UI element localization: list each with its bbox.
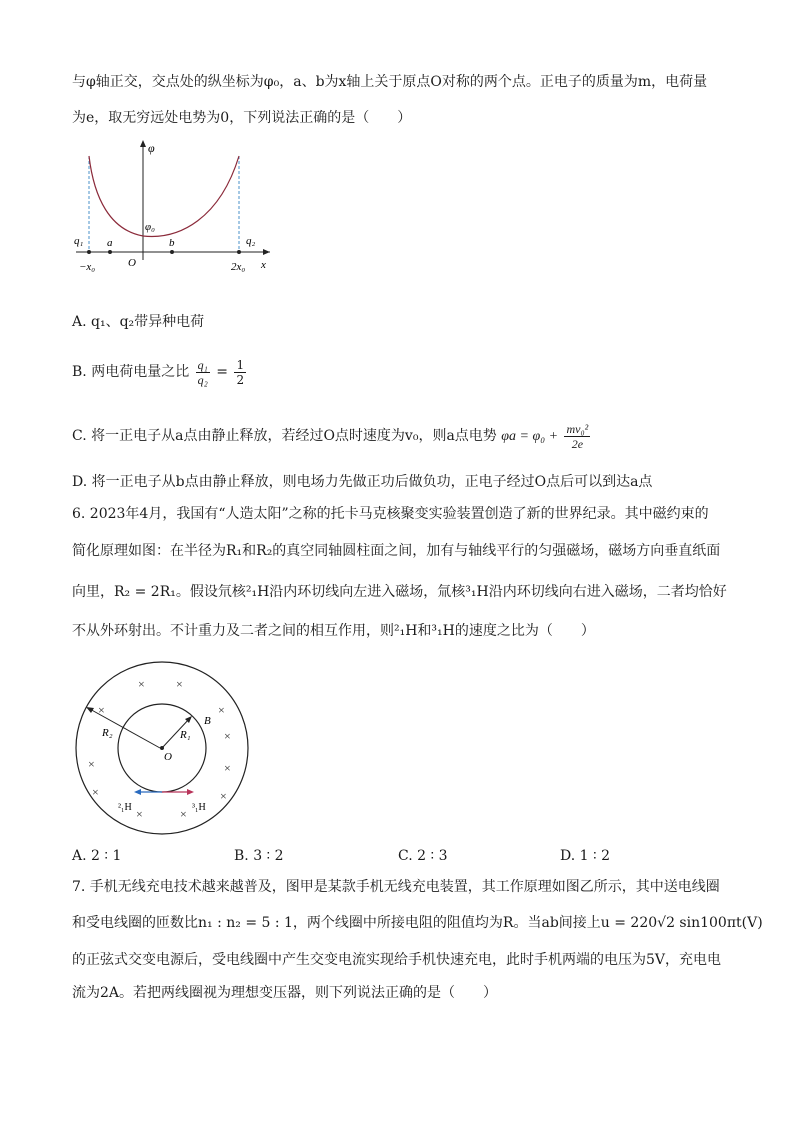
frac-den: 2e bbox=[571, 436, 584, 451]
frac-num: q₁ bbox=[197, 357, 208, 372]
radius-R2-arrowhead bbox=[86, 707, 94, 713]
deuteron-arrowhead bbox=[134, 789, 141, 795]
label-b: b bbox=[169, 237, 175, 249]
label-phi: φ bbox=[148, 141, 155, 155]
cross-mark: × bbox=[88, 757, 95, 771]
label-neg-x0: −x₀ bbox=[79, 261, 96, 273]
q6-option-c: C. 2 ∶ 3 bbox=[398, 848, 448, 864]
label-q1: q₁ bbox=[74, 235, 84, 247]
phi-axis-arrow bbox=[140, 140, 146, 147]
label-deuteron: ²₁H bbox=[118, 802, 132, 813]
q5-option-c-prefix: C. 将一正电子从a点由静止释放，若经过O点时速度为v₀，则a点电势 bbox=[72, 428, 497, 444]
q7-stem-line3: 的正弦式交变电源后，受电线圈中产生交变电流实现给手机快速充电，此时手机两端的电压为5V，充电电 bbox=[72, 952, 722, 968]
q5-stem-line1: 与φ轴正交，交点处的纵坐标为φ₀，a、b为x轴上关于原点O对称的两个点。正电子的质量为m，电荷量 bbox=[72, 74, 708, 90]
q5-stem-line2: 为e，取无穷远处电势为0，下列说法正确的是（ ） bbox=[72, 110, 412, 126]
q5-option-b-lhs-fraction bbox=[196, 358, 210, 387]
q5-option-c-fraction bbox=[564, 422, 590, 451]
q5-option-b-rhs-fraction bbox=[234, 358, 246, 387]
label-phi0: φ₀ bbox=[145, 221, 155, 233]
label-O: O bbox=[164, 751, 172, 763]
cross-mark: × bbox=[92, 785, 99, 799]
potential-curve bbox=[89, 156, 239, 236]
q6-option-d: D. 1 ∶ 2 bbox=[560, 848, 610, 864]
point-q2 bbox=[237, 250, 241, 254]
cross-mark: × bbox=[224, 761, 231, 775]
label-a: a bbox=[107, 237, 113, 249]
q5-option-d: D. 将一正电子从b点由静止释放，则电场力先做正功后做负功，正电子经过O点后可以到达a点 bbox=[72, 474, 653, 490]
q7-stem-line1: 7. 手机无线充电技术越来越普及，图甲是某款手机无线充电装置，其工作原理如图乙所示，其中送电线圈 bbox=[72, 879, 720, 895]
label-2x0: 2x₀ bbox=[231, 261, 246, 273]
radius-R2-line bbox=[88, 708, 160, 748]
cross-mark: × bbox=[180, 807, 187, 821]
equals-sign: = bbox=[216, 364, 229, 380]
q6-option-b: B. 3 ∶ 2 bbox=[234, 848, 284, 864]
x-axis-arrow bbox=[263, 249, 270, 255]
cross-mark: × bbox=[218, 703, 225, 717]
q6-stem-line2: 简化原理如图：在半径为R₁和R₂的真空同轴圆柱面之间，加有与轴线平行的匀强磁场，磁场方向垂直纸面 bbox=[72, 543, 721, 559]
potential-graph bbox=[70, 138, 285, 283]
point-q1 bbox=[87, 250, 91, 254]
q6-stem-line3: 向里，R₂ = 2R₁。假设氘核²₁H沿内环切线向左进入磁场，氚核³₁H沿内环切线向右进入磁场，二者均恰好 bbox=[72, 584, 727, 600]
q7-stem-line4: 流为2A。若把两线圈视为理想变压器，则下列说法正确的是（ ） bbox=[72, 985, 498, 1001]
q5-option-b bbox=[72, 354, 248, 390]
label-R2: R₂ bbox=[102, 727, 113, 739]
cross-mark: × bbox=[176, 677, 183, 691]
cross-mark: × bbox=[220, 789, 227, 803]
center-point bbox=[160, 746, 164, 750]
cross-mark: × bbox=[138, 677, 145, 691]
frac-den: 2 bbox=[236, 372, 245, 387]
label-triton: ³₁H bbox=[192, 802, 206, 813]
point-a bbox=[108, 250, 112, 254]
cross-mark: × bbox=[136, 807, 143, 821]
q5-option-a: A. q₁、q₂带异种电荷 bbox=[72, 314, 205, 330]
q5-option-c-lhs: φa = φ₀ + bbox=[501, 429, 559, 444]
frac-den: q₂ bbox=[197, 372, 208, 387]
q6-stem-line1: 6. 2023年4月，我国有“人造太阳”之称的托卡马克核聚变实验装置创造了新的世界纪录。其中磁约束的 bbox=[72, 506, 709, 522]
cross-mark: × bbox=[98, 703, 105, 717]
q6-stem-line4: 不从外环射出。不计重力及二者之间的相互作用，则²₁H和³₁H的速度之比为（ ） bbox=[72, 623, 595, 639]
frac-num: 1 bbox=[236, 357, 245, 372]
label-x: x bbox=[261, 259, 266, 271]
tokamak-diagram bbox=[72, 660, 252, 840]
label-O: O bbox=[128, 257, 136, 269]
label-B: B bbox=[204, 715, 211, 727]
frac-num: mv₀² bbox=[566, 421, 589, 436]
q5-option-b-prefix: B. 两电荷电量之比 bbox=[72, 364, 190, 380]
point-b bbox=[170, 250, 174, 254]
cross-mark: × bbox=[224, 729, 231, 743]
q5-option-c bbox=[72, 418, 592, 455]
triton-arrowhead bbox=[187, 789, 194, 795]
q6-option-a: A. 2 ∶ 1 bbox=[72, 848, 122, 864]
label-R1: R₁ bbox=[180, 729, 191, 741]
q7-stem-line2: 和受电线圈的匝数比n₁ : n₂ = 5 : 1，两个线圈中所接电阻的阻值均为R。当ab间接上u = 220√2 sin100πt(V) bbox=[72, 915, 763, 931]
label-q2: q₂ bbox=[246, 235, 256, 247]
